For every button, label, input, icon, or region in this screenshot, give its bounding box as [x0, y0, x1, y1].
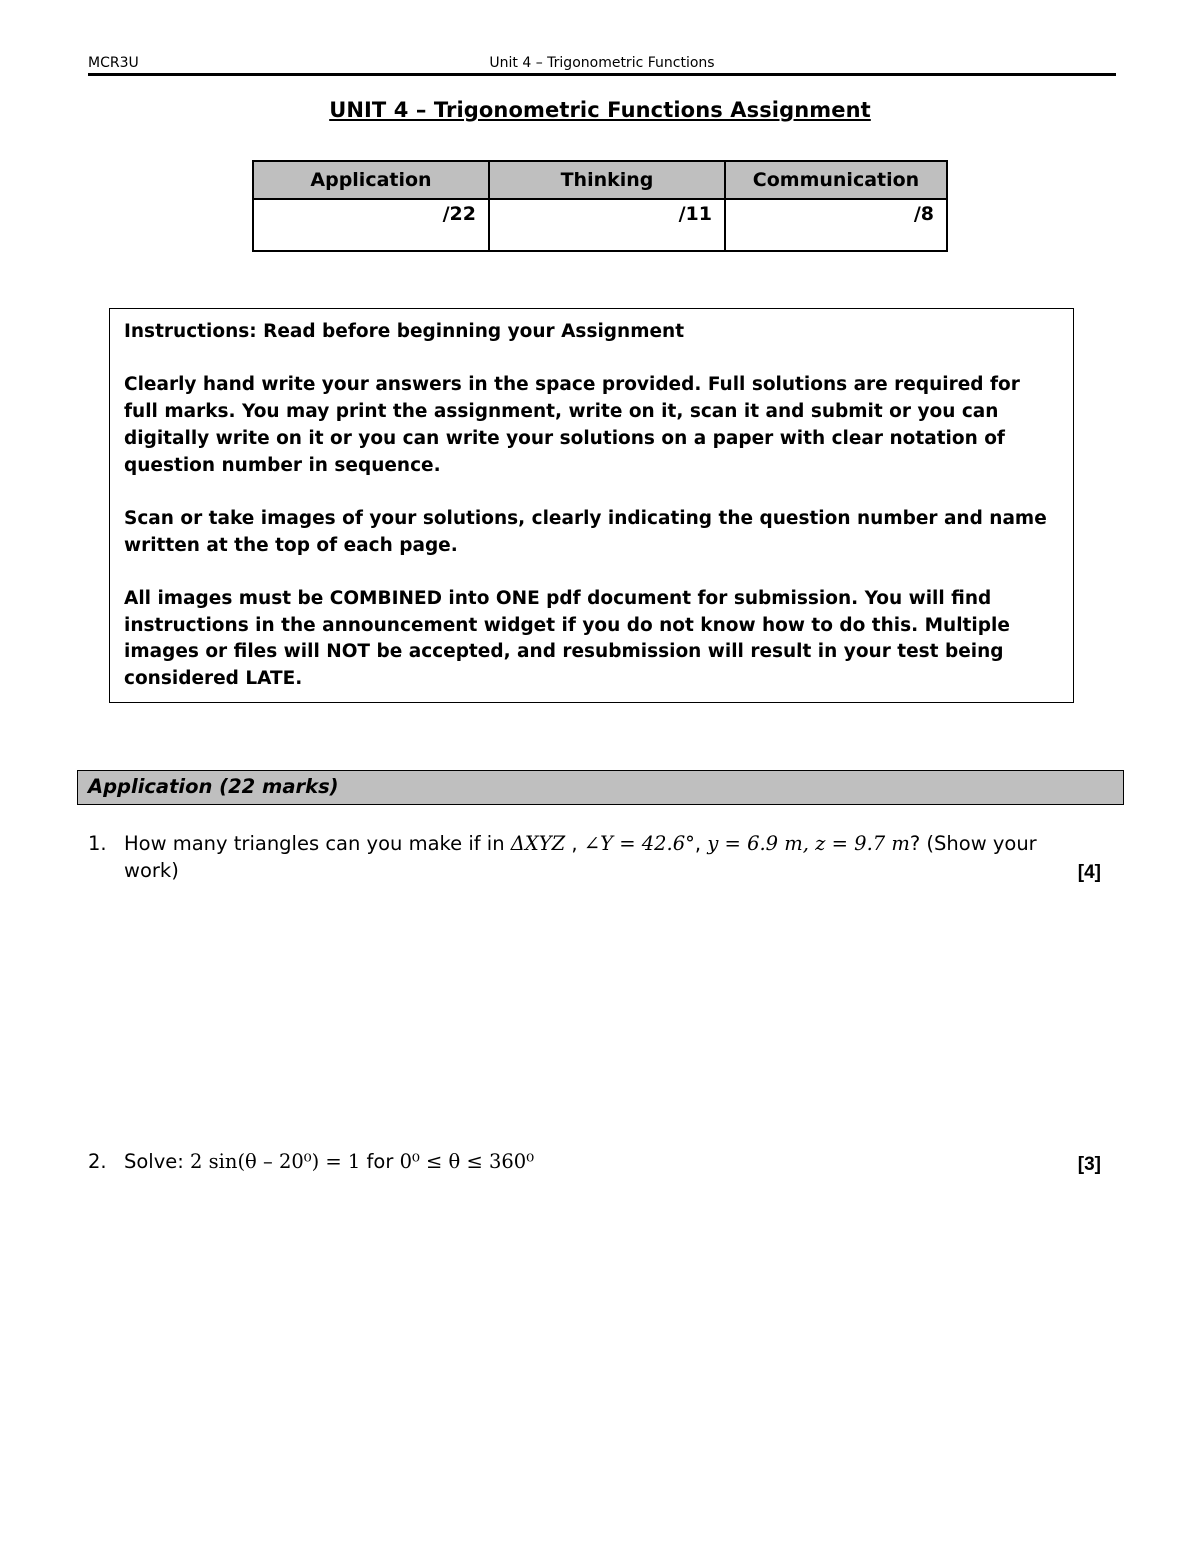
question-marks: [3]	[1077, 1154, 1101, 1175]
score-thinking: /11	[489, 199, 725, 251]
triangle-notation: ΔXYZ	[510, 832, 566, 855]
question-number: 2.	[88, 1150, 107, 1173]
header-communication: Communication	[725, 161, 947, 199]
question-number: 1.	[88, 832, 107, 855]
instructions-paragraph: All images must be COMBINED into ONE pdf document for submission. You will find instructions in the announcement widget if you do not know how to do this. Multiple images or files will NOT be accepted, and resubmission will result in your test being considered LATE.	[124, 587, 1010, 690]
question-prefix: How many triangles can you make if in	[124, 832, 505, 855]
course-code: MCR3U	[88, 55, 139, 71]
instructions-box	[109, 308, 1074, 703]
marks-table-header-row	[253, 161, 947, 199]
score-communication: /8	[725, 199, 947, 251]
question-text: How many triangles can you make if in ΔXYZ , ∠Y = 42.6°, y = 6.9 m, z = 9.7 m? (Show your work)	[124, 832, 1037, 882]
side-values: y = 6.9 m, z = 9.7 m	[707, 832, 910, 855]
question-2	[88, 1148, 1103, 1178]
score-application: /22	[253, 199, 489, 251]
page-header	[88, 54, 1116, 76]
question-1	[88, 830, 1103, 890]
unit-title: Unit 4 – Trigonometric Functions	[489, 55, 715, 71]
question-prefix: Solve:	[124, 1150, 184, 1173]
angle-notation: ∠Y = 42.6°	[583, 832, 695, 855]
section-header-application: Application (22 marks)	[77, 770, 1124, 805]
instructions-heading: Instructions: Read before beginning your Assignment	[124, 321, 685, 342]
instructions-paragraph: Clearly hand write your answers in the space provided. Full solutions are required for full marks. You may print the assignment, write on it, scan it and submit or you can digitally write on it or you can write your solutions on a paper with clear notation of question number in sequence.	[124, 374, 1020, 476]
question-connector: for	[366, 1150, 394, 1173]
instructions-paragraph: Scan or take images of your solutions, clearly indicating the question number and name written at the top of each page.	[124, 507, 1047, 556]
domain-range: 0⁰ ≤ θ ≤ 360⁰	[399, 1150, 535, 1173]
page-title: UNIT 4 – Trigonometric Functions Assignment	[329, 98, 871, 122]
marks-table-score-row	[253, 199, 947, 251]
equation: 2 sin(θ – 20⁰) = 1	[190, 1150, 361, 1173]
header-application: Application	[253, 161, 489, 199]
question-marks: [4]	[1077, 862, 1101, 883]
header-thinking: Thinking	[489, 161, 725, 199]
question-suffix: ? (Show your work)	[124, 832, 1037, 882]
marks-table	[252, 160, 948, 252]
question-text	[124, 1148, 534, 1175]
